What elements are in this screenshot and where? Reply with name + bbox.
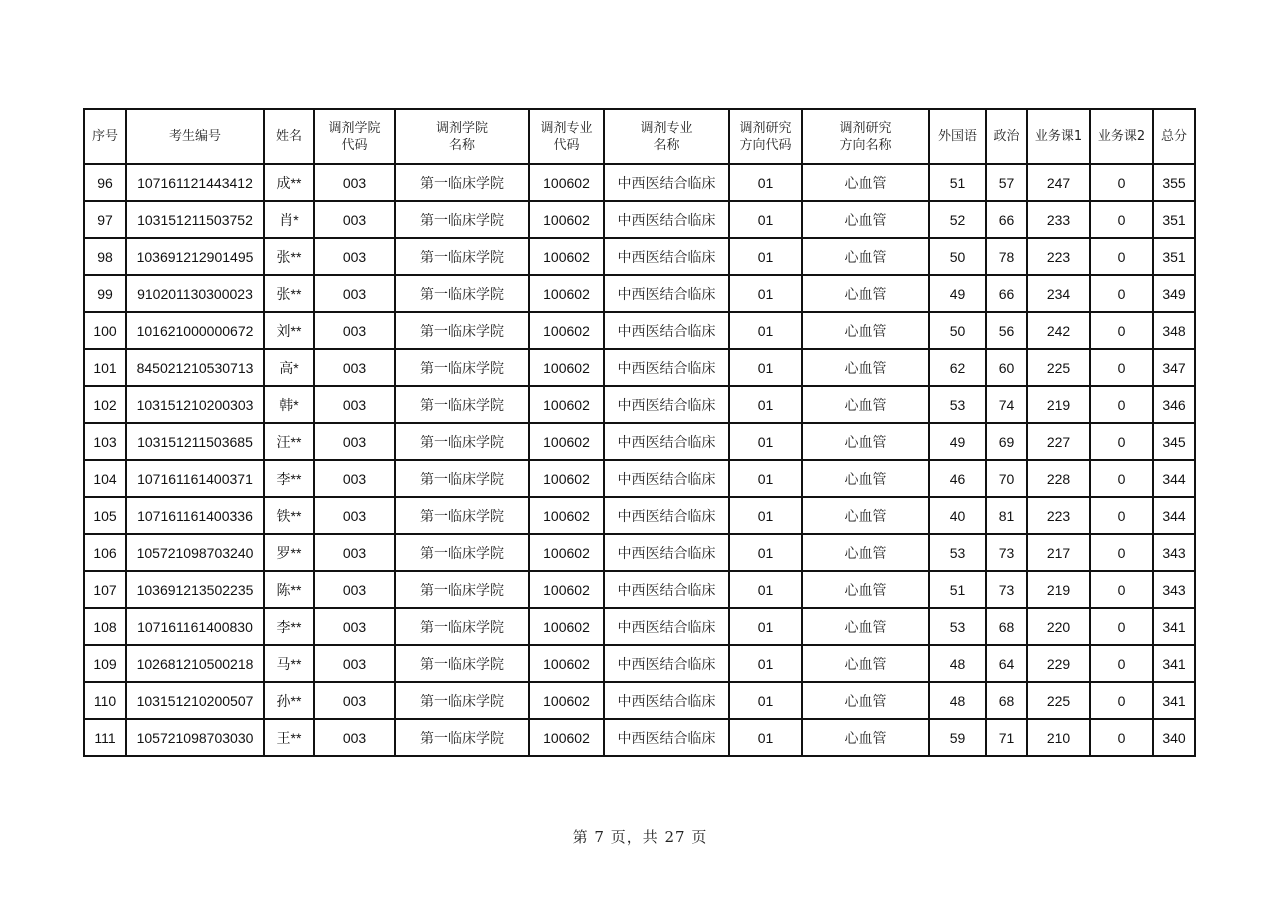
cell-major-name: 中西医结合临床 xyxy=(604,719,729,756)
cell-exam-id: 105721098703030 xyxy=(126,719,264,756)
cell-foreign-language: 40 xyxy=(929,497,986,534)
header-line: 名称 xyxy=(448,137,475,153)
cell-direction-name: 心血管 xyxy=(802,238,929,275)
cell-direction-code: 01 xyxy=(729,275,802,312)
table-row xyxy=(84,497,1195,534)
cell-seq: 105 xyxy=(84,497,126,534)
cell-seq: 100 xyxy=(84,312,126,349)
cell-exam-id: 101621000000672 xyxy=(126,312,264,349)
cell-major-name: 中西医结合临床 xyxy=(604,349,729,386)
table-body xyxy=(84,164,1195,756)
header-college-name xyxy=(395,109,529,164)
cell-foreign-language: 49 xyxy=(929,275,986,312)
table-row xyxy=(84,423,1195,460)
header-total xyxy=(1153,109,1195,164)
header-line: 业务课2 xyxy=(1097,129,1146,144)
header-line: 序号 xyxy=(91,129,118,144)
cell-subject-1: 234 xyxy=(1027,275,1090,312)
header-line: 业务课1 xyxy=(1034,129,1083,144)
cell-exam-id: 845021210530713 xyxy=(126,349,264,386)
cell-exam-id: 910201130300023 xyxy=(126,275,264,312)
cell-subject-2: 0 xyxy=(1090,349,1153,386)
cell-major-code: 100602 xyxy=(529,534,604,571)
header-politics xyxy=(986,109,1027,164)
header-line: 调剂学院 xyxy=(435,120,488,136)
cell-total: 346 xyxy=(1153,386,1195,423)
cell-seq: 101 xyxy=(84,349,126,386)
cell-subject-1: 219 xyxy=(1027,386,1090,423)
cell-subject-2: 0 xyxy=(1090,571,1153,608)
cell-subject-1: 247 xyxy=(1027,164,1090,201)
cell-name: 王** xyxy=(264,719,314,756)
cell-major-code: 100602 xyxy=(529,312,604,349)
cell-major-name: 中西医结合临床 xyxy=(604,312,729,349)
cell-foreign-language: 50 xyxy=(929,238,986,275)
header-line: 政治 xyxy=(993,129,1020,144)
cell-direction-code: 01 xyxy=(729,164,802,201)
cell-seq: 108 xyxy=(84,608,126,645)
cell-direction-name: 心血管 xyxy=(802,201,929,238)
cell-exam-id: 103151211503685 xyxy=(126,423,264,460)
cell-seq: 97 xyxy=(84,201,126,238)
cell-major-name: 中西医结合临床 xyxy=(604,201,729,238)
cell-direction-name: 心血管 xyxy=(802,312,929,349)
cell-subject-1: 233 xyxy=(1027,201,1090,238)
admission-table xyxy=(83,108,1196,757)
cell-direction-name: 心血管 xyxy=(802,164,929,201)
cell-major-name: 中西医结合临床 xyxy=(604,608,729,645)
cell-foreign-language: 48 xyxy=(929,645,986,682)
cell-exam-id: 103151210200507 xyxy=(126,682,264,719)
cell-foreign-language: 53 xyxy=(929,534,986,571)
cell-college-code: 003 xyxy=(314,682,395,719)
cell-seq: 102 xyxy=(84,386,126,423)
cell-college-name: 第一临床学院 xyxy=(395,238,529,275)
cell-name: 高* xyxy=(264,349,314,386)
cell-major-code: 100602 xyxy=(529,238,604,275)
cell-direction-name: 心血管 xyxy=(802,349,929,386)
cell-politics: 70 xyxy=(986,460,1027,497)
cell-direction-code: 01 xyxy=(729,201,802,238)
cell-college-code: 003 xyxy=(314,645,395,682)
cell-college-code: 003 xyxy=(314,201,395,238)
cell-major-code: 100602 xyxy=(529,386,604,423)
cell-foreign-language: 53 xyxy=(929,608,986,645)
cell-major-code: 100602 xyxy=(529,682,604,719)
table-row xyxy=(84,164,1195,201)
cell-direction-name: 心血管 xyxy=(802,497,929,534)
cell-college-name: 第一临床学院 xyxy=(395,571,529,608)
cell-politics: 57 xyxy=(986,164,1027,201)
cell-total: 344 xyxy=(1153,460,1195,497)
header-line: 名称 xyxy=(653,137,680,153)
header-name xyxy=(264,109,314,164)
cell-subject-2: 0 xyxy=(1090,164,1153,201)
cell-college-code: 003 xyxy=(314,534,395,571)
cell-direction-code: 01 xyxy=(729,571,802,608)
cell-direction-name: 心血管 xyxy=(802,645,929,682)
table-row xyxy=(84,534,1195,571)
cell-subject-1: 217 xyxy=(1027,534,1090,571)
cell-direction-name: 心血管 xyxy=(802,682,929,719)
cell-foreign-language: 59 xyxy=(929,719,986,756)
cell-foreign-language: 50 xyxy=(929,312,986,349)
cell-college-code: 003 xyxy=(314,164,395,201)
header-exam-id xyxy=(126,109,264,164)
header-line: 代码 xyxy=(553,137,580,153)
header-direction-code xyxy=(729,109,802,164)
cell-college-code: 003 xyxy=(314,719,395,756)
cell-college-code: 003 xyxy=(314,460,395,497)
table-row xyxy=(84,201,1195,238)
cell-direction-code: 01 xyxy=(729,645,802,682)
cell-politics: 74 xyxy=(986,386,1027,423)
cell-seq: 109 xyxy=(84,645,126,682)
cell-exam-id: 107161161400371 xyxy=(126,460,264,497)
cell-college-name: 第一临床学院 xyxy=(395,460,529,497)
page-number-footer: 第 7 页，共 27 页 xyxy=(572,828,708,846)
cell-seq: 110 xyxy=(84,682,126,719)
cell-total: 344 xyxy=(1153,497,1195,534)
cell-major-name: 中西医结合临床 xyxy=(604,571,729,608)
cell-college-code: 003 xyxy=(314,312,395,349)
cell-politics: 81 xyxy=(986,497,1027,534)
cell-politics: 66 xyxy=(986,275,1027,312)
cell-direction-name: 心血管 xyxy=(802,423,929,460)
cell-direction-name: 心血管 xyxy=(802,386,929,423)
header-major-name xyxy=(604,109,729,164)
cell-major-code: 100602 xyxy=(529,349,604,386)
cell-major-name: 中西医结合临床 xyxy=(604,497,729,534)
cell-college-code: 003 xyxy=(314,423,395,460)
cell-seq: 103 xyxy=(84,423,126,460)
table-row xyxy=(84,571,1195,608)
cell-direction-name: 心血管 xyxy=(802,460,929,497)
cell-total: 347 xyxy=(1153,349,1195,386)
cell-total: 349 xyxy=(1153,275,1195,312)
cell-total: 340 xyxy=(1153,719,1195,756)
cell-direction-name: 心血管 xyxy=(802,608,929,645)
cell-politics: 64 xyxy=(986,645,1027,682)
cell-college-name: 第一临床学院 xyxy=(395,719,529,756)
cell-total: 351 xyxy=(1153,238,1195,275)
cell-direction-code: 01 xyxy=(729,497,802,534)
cell-college-code: 003 xyxy=(314,571,395,608)
cell-foreign-language: 51 xyxy=(929,164,986,201)
table-row xyxy=(84,682,1195,719)
header-subject-2 xyxy=(1090,109,1153,164)
cell-politics: 69 xyxy=(986,423,1027,460)
cell-college-name: 第一临床学院 xyxy=(395,423,529,460)
cell-politics: 60 xyxy=(986,349,1027,386)
cell-seq: 98 xyxy=(84,238,126,275)
cell-major-code: 100602 xyxy=(529,497,604,534)
cell-politics: 68 xyxy=(986,682,1027,719)
header-line: 总分 xyxy=(1160,129,1187,144)
cell-name: 马** xyxy=(264,645,314,682)
cell-major-code: 100602 xyxy=(529,608,604,645)
cell-total: 355 xyxy=(1153,164,1195,201)
cell-college-name: 第一临床学院 xyxy=(395,275,529,312)
cell-subject-2: 0 xyxy=(1090,534,1153,571)
table-row xyxy=(84,460,1195,497)
header-line: 调剂专业 xyxy=(640,120,693,136)
table-row xyxy=(84,349,1195,386)
cell-college-name: 第一临床学院 xyxy=(395,201,529,238)
cell-major-code: 100602 xyxy=(529,275,604,312)
table-row xyxy=(84,312,1195,349)
table-row xyxy=(84,645,1195,682)
cell-politics: 68 xyxy=(986,608,1027,645)
table-row xyxy=(84,275,1195,312)
cell-college-name: 第一临床学院 xyxy=(395,349,529,386)
cell-subject-2: 0 xyxy=(1090,645,1153,682)
header-seq xyxy=(84,109,126,164)
cell-major-code: 100602 xyxy=(529,201,604,238)
cell-politics: 78 xyxy=(986,238,1027,275)
header-line: 方向代码 xyxy=(739,137,792,153)
cell-subject-2: 0 xyxy=(1090,719,1153,756)
table-row xyxy=(84,238,1195,275)
cell-major-code: 100602 xyxy=(529,719,604,756)
cell-foreign-language: 62 xyxy=(929,349,986,386)
cell-subject-1: 225 xyxy=(1027,349,1090,386)
cell-subject-1: 219 xyxy=(1027,571,1090,608)
cell-seq: 104 xyxy=(84,460,126,497)
cell-exam-id: 103151210200303 xyxy=(126,386,264,423)
cell-name: 张** xyxy=(264,238,314,275)
cell-major-name: 中西医结合临床 xyxy=(604,460,729,497)
cell-subject-1: 227 xyxy=(1027,423,1090,460)
cell-college-name: 第一临床学院 xyxy=(395,534,529,571)
cell-seq: 106 xyxy=(84,534,126,571)
cell-name: 陈** xyxy=(264,571,314,608)
cell-direction-code: 01 xyxy=(729,349,802,386)
cell-name: 肖* xyxy=(264,201,314,238)
cell-exam-id: 103691213502235 xyxy=(126,571,264,608)
cell-major-code: 100602 xyxy=(529,571,604,608)
cell-politics: 73 xyxy=(986,571,1027,608)
cell-foreign-language: 48 xyxy=(929,682,986,719)
cell-politics: 56 xyxy=(986,312,1027,349)
cell-total: 343 xyxy=(1153,534,1195,571)
cell-college-name: 第一临床学院 xyxy=(395,312,529,349)
cell-college-code: 003 xyxy=(314,275,395,312)
cell-major-name: 中西医结合临床 xyxy=(604,275,729,312)
cell-subject-2: 0 xyxy=(1090,238,1153,275)
cell-seq: 111 xyxy=(84,719,126,756)
cell-name: 罗** xyxy=(264,534,314,571)
cell-subject-1: 225 xyxy=(1027,682,1090,719)
cell-subject-2: 0 xyxy=(1090,312,1153,349)
cell-major-code: 100602 xyxy=(529,460,604,497)
cell-direction-name: 心血管 xyxy=(802,534,929,571)
cell-total: 341 xyxy=(1153,645,1195,682)
cell-seq: 107 xyxy=(84,571,126,608)
cell-foreign-language: 46 xyxy=(929,460,986,497)
cell-college-code: 003 xyxy=(314,349,395,386)
header-line: 外国语 xyxy=(937,129,977,144)
header-subject-1 xyxy=(1027,109,1090,164)
header-line: 方向名称 xyxy=(839,137,892,153)
cell-college-code: 003 xyxy=(314,238,395,275)
cell-subject-1: 242 xyxy=(1027,312,1090,349)
cell-politics: 66 xyxy=(986,201,1027,238)
cell-college-code: 003 xyxy=(314,497,395,534)
cell-college-name: 第一临床学院 xyxy=(395,497,529,534)
cell-direction-code: 01 xyxy=(729,719,802,756)
cell-total: 348 xyxy=(1153,312,1195,349)
cell-name: 李** xyxy=(264,608,314,645)
cell-total: 351 xyxy=(1153,201,1195,238)
cell-direction-code: 01 xyxy=(729,460,802,497)
cell-major-code: 100602 xyxy=(529,645,604,682)
cell-seq: 96 xyxy=(84,164,126,201)
cell-exam-id: 102681210500218 xyxy=(126,645,264,682)
table-row xyxy=(84,719,1195,756)
cell-college-name: 第一临床学院 xyxy=(395,164,529,201)
cell-direction-code: 01 xyxy=(729,386,802,423)
cell-foreign-language: 52 xyxy=(929,201,986,238)
cell-subject-2: 0 xyxy=(1090,460,1153,497)
cell-major-name: 中西医结合临床 xyxy=(604,423,729,460)
header-row xyxy=(84,109,1195,164)
cell-total: 341 xyxy=(1153,608,1195,645)
cell-major-code: 100602 xyxy=(529,164,604,201)
cell-college-code: 003 xyxy=(314,608,395,645)
cell-name: 成** xyxy=(264,164,314,201)
cell-subject-2: 0 xyxy=(1090,682,1153,719)
header-line: 考生编号 xyxy=(168,129,221,144)
cell-college-name: 第一临床学院 xyxy=(395,386,529,423)
header-line: 调剂研究 xyxy=(739,120,792,136)
cell-total: 345 xyxy=(1153,423,1195,460)
cell-subject-1: 223 xyxy=(1027,497,1090,534)
cell-subject-2: 0 xyxy=(1090,275,1153,312)
header-line: 调剂学院 xyxy=(328,120,381,136)
cell-major-name: 中西医结合临床 xyxy=(604,238,729,275)
cell-exam-id: 103691212901495 xyxy=(126,238,264,275)
cell-subject-1: 210 xyxy=(1027,719,1090,756)
cell-politics: 71 xyxy=(986,719,1027,756)
cell-major-name: 中西医结合临床 xyxy=(604,534,729,571)
cell-subject-1: 229 xyxy=(1027,645,1090,682)
cell-name: 刘** xyxy=(264,312,314,349)
cell-subject-2: 0 xyxy=(1090,497,1153,534)
cell-direction-code: 01 xyxy=(729,682,802,719)
cell-exam-id: 105721098703240 xyxy=(126,534,264,571)
cell-subject-1: 228 xyxy=(1027,460,1090,497)
cell-major-name: 中西医结合临床 xyxy=(604,164,729,201)
cell-foreign-language: 51 xyxy=(929,571,986,608)
cell-foreign-language: 53 xyxy=(929,386,986,423)
cell-subject-2: 0 xyxy=(1090,423,1153,460)
cell-seq: 99 xyxy=(84,275,126,312)
cell-foreign-language: 49 xyxy=(929,423,986,460)
header-line: 姓名 xyxy=(275,129,302,144)
cell-major-name: 中西医结合临床 xyxy=(604,645,729,682)
header-college-code xyxy=(314,109,395,164)
cell-direction-name: 心血管 xyxy=(802,275,929,312)
cell-exam-id: 107161161400830 xyxy=(126,608,264,645)
cell-college-name: 第一临床学院 xyxy=(395,608,529,645)
cell-major-code: 100602 xyxy=(529,423,604,460)
header-major-code xyxy=(529,109,604,164)
header-direction-name xyxy=(802,109,929,164)
table-row xyxy=(84,386,1195,423)
cell-total: 343 xyxy=(1153,571,1195,608)
cell-exam-id: 107161121443412 xyxy=(126,164,264,201)
cell-major-name: 中西医结合临床 xyxy=(604,386,729,423)
cell-direction-code: 01 xyxy=(729,312,802,349)
cell-name: 铁** xyxy=(264,497,314,534)
cell-exam-id: 107161161400336 xyxy=(126,497,264,534)
cell-subject-2: 0 xyxy=(1090,608,1153,645)
cell-direction-name: 心血管 xyxy=(802,571,929,608)
header-line: 代码 xyxy=(341,137,368,153)
cell-exam-id: 103151211503752 xyxy=(126,201,264,238)
cell-direction-code: 01 xyxy=(729,534,802,571)
cell-direction-name: 心血管 xyxy=(802,719,929,756)
cell-name: 李** xyxy=(264,460,314,497)
cell-major-name: 中西医结合临床 xyxy=(604,682,729,719)
cell-subject-2: 0 xyxy=(1090,386,1153,423)
cell-direction-code: 01 xyxy=(729,238,802,275)
cell-college-name: 第一临床学院 xyxy=(395,645,529,682)
cell-subject-1: 223 xyxy=(1027,238,1090,275)
header-line: 调剂专业 xyxy=(540,120,593,136)
cell-name: 韩* xyxy=(264,386,314,423)
cell-direction-code: 01 xyxy=(729,423,802,460)
cell-name: 孙** xyxy=(264,682,314,719)
header-line: 调剂研究 xyxy=(839,120,892,136)
header-foreign-language xyxy=(929,109,986,164)
cell-college-name: 第一临床学院 xyxy=(395,682,529,719)
cell-subject-2: 0 xyxy=(1090,201,1153,238)
cell-direction-code: 01 xyxy=(729,608,802,645)
cell-politics: 73 xyxy=(986,534,1027,571)
table-row xyxy=(84,608,1195,645)
cell-total: 341 xyxy=(1153,682,1195,719)
cell-college-code: 003 xyxy=(314,386,395,423)
cell-name: 张** xyxy=(264,275,314,312)
cell-name: 汪** xyxy=(264,423,314,460)
cell-subject-1: 220 xyxy=(1027,608,1090,645)
